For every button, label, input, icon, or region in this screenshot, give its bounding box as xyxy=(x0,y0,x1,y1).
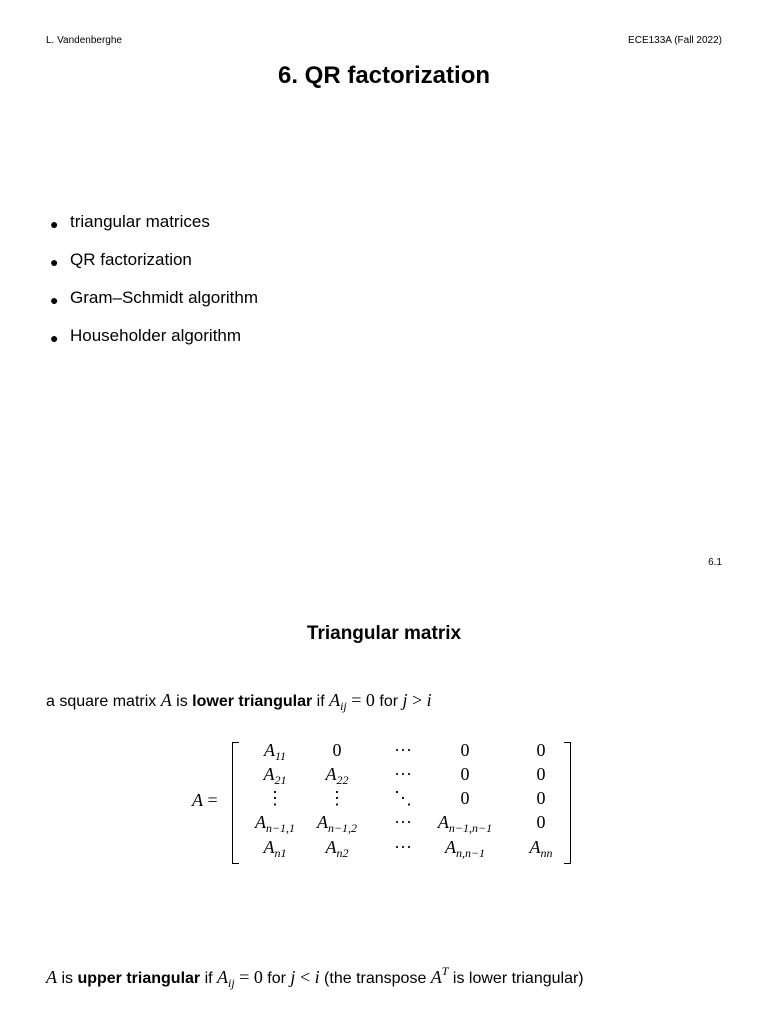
math-index-condition: j > i xyxy=(402,690,432,710)
bullet-text: QR factorization xyxy=(70,250,192,269)
text: is lower triangular) xyxy=(448,970,584,987)
matrix-cell: 0 xyxy=(536,740,546,760)
matrix-cell: 0 xyxy=(460,740,470,760)
matrix-cell: ⋮ xyxy=(266,788,284,808)
matrix-cell: $A_{11}$ xyxy=(263,740,287,763)
bullet-dot-icon: ● xyxy=(50,292,59,308)
text: (the transpose xyxy=(319,970,431,987)
text: for xyxy=(262,970,291,987)
matrix-cell: ··· xyxy=(394,812,412,832)
bullet-item xyxy=(50,250,258,288)
matrix-lhs: A = xyxy=(192,790,218,810)
matrix-cell: 0 xyxy=(460,764,470,784)
left-bracket xyxy=(232,742,239,864)
matrix-cell: 0 xyxy=(536,764,546,784)
matrix-cell: ⋮ xyxy=(328,788,346,808)
bullet-dot-icon: ● xyxy=(50,216,59,232)
matrix-cell: 0 xyxy=(536,788,546,808)
header-course: ECE133A (Fall 2022) xyxy=(628,35,722,46)
bullet-list xyxy=(50,212,258,364)
matrix-cell: $A_{nn}$ xyxy=(529,837,553,860)
matrix-cell: $A_{n-1,1}$ xyxy=(254,812,296,835)
bullet-text: Householder algorithm xyxy=(70,326,242,345)
text: if xyxy=(200,970,218,987)
term-bold: upper triangular xyxy=(77,970,201,987)
matrix-cell: $A_{n-1,2}$ xyxy=(316,812,358,835)
matrix-cell: 0 xyxy=(460,788,470,808)
bullet-item xyxy=(50,212,258,250)
matrix-cell: $A_{n,n-1}$ xyxy=(444,837,486,860)
term-bold: lower triangular xyxy=(192,693,313,710)
upper-triangular-definition xyxy=(46,964,584,991)
header-author: L. Vandenberghe xyxy=(46,35,122,46)
matrix-cell: ··· xyxy=(394,764,412,784)
matrix-cell: $A_{n1}$ xyxy=(263,837,287,860)
section-title: Triangular matrix xyxy=(306,623,462,644)
matrix-cell: ··· xyxy=(394,740,412,760)
slide-title: 6. QR factorization xyxy=(277,62,491,89)
math-A: A xyxy=(46,967,57,987)
matrix-cell: $A_{n-1,n-1}$ xyxy=(437,812,493,835)
bullet-item xyxy=(50,326,258,364)
bullet-dot-icon: ● xyxy=(50,254,59,270)
matrix-cell: $A_{21}$ xyxy=(263,764,287,787)
math-index-condition: j < i xyxy=(290,967,320,987)
text: is xyxy=(57,970,78,987)
bullet-text: triangular matrices xyxy=(70,212,210,231)
matrix-cell: ⋱ xyxy=(394,788,412,808)
text: is xyxy=(171,693,193,710)
math-transpose: $A^T$ xyxy=(430,964,449,987)
bullet-text: Gram–Schmidt algorithm xyxy=(70,288,259,307)
math-condition: $A_{ij} = 0$ xyxy=(329,690,375,713)
bullet-item xyxy=(50,288,258,326)
page-number: 6.1 xyxy=(708,557,722,568)
text: for xyxy=(374,693,403,710)
bullet-dot-icon: ● xyxy=(50,330,59,346)
math-condition: $A_{ij} = 0$ xyxy=(217,967,263,990)
matrix-cell: $A_{22}$ xyxy=(325,764,349,787)
lower-triangular-matrix xyxy=(192,740,592,864)
matrix-cell: ··· xyxy=(394,837,412,857)
lower-triangular-definition xyxy=(46,690,432,714)
math-A: A xyxy=(160,690,172,710)
text: a square matrix xyxy=(46,693,161,710)
matrix-cell: 0 xyxy=(332,740,342,760)
matrix-cell: 0 xyxy=(536,812,546,832)
matrix-cell: $A_{n2}$ xyxy=(325,837,349,860)
text: if xyxy=(312,693,330,710)
